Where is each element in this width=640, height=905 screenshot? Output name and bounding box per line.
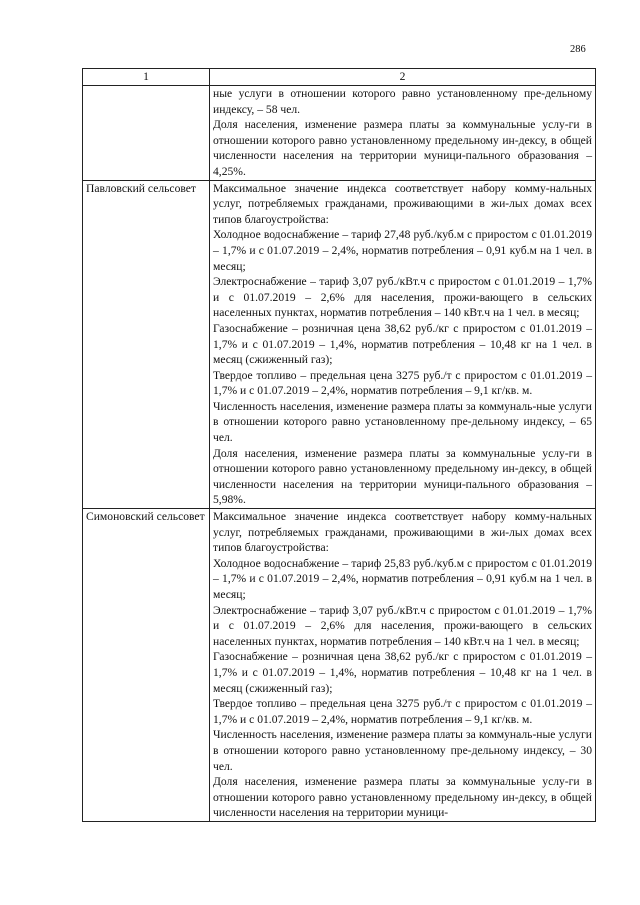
description-paragraph: Холодное водоснабжение – тариф 27,48 руб./куб.м с приростом с 01.01.2019 – 1,7% и с 01.07.2019 – 2,4%, норматив потребления – 0,91 куб.м на 1 чел. в месяц;	[213, 228, 592, 273]
description-paragraph: Доля населения, изменение размера платы за коммунальные услу-ги в отношении которого равно установленному предельному ин-дексу, в общей численности населения на территории муници-пального образования – 5,98%.	[213, 446, 592, 507]
description-paragraph: Численность населения, изменение размера платы за коммуналь-ные услуги в отношении которого равно установленному пре-дельному индексу, – 65 чел.	[213, 399, 592, 445]
description-paragraph: Газоснабжение – розничная цена 38,62 руб./кг с приростом с 01.01.2019 – 1,7% и с 01.07.2019 – 1,4%, норматив потребления – 10,48 кг на 1 чел. в месяц (сжиженный газ);	[213, 650, 592, 695]
description-paragraph: Твердое топливо – предельная цена 3275 руб./т с приростом с 01.01.2019 – 1,7% и с 01.07.2019 – 2,4%, норматив потребления – 9,1 кг/кв. м.	[213, 697, 592, 726]
description-paragraph: Холодное водоснабжение – тариф 25,83 руб./куб.м с приростом с 01.01.2019 – 1,7% и с 01.07.2019 – 2,4%, норматив потребления – 0,91 куб.м на 1 чел. в месяц;	[213, 556, 592, 601]
description-paragraph: ные услуги в отношении которого равно установленному пре-дельному индексу, – 58 чел.	[213, 87, 592, 116]
index-description	[210, 509, 596, 822]
description-paragraph: Твердое топливо – предельная цена 3275 руб./т с приростом с 01.01.2019 – 1,7% и с 01.07.2019 – 2,4%, норматив потребления – 9,1 кг/кв. м.	[213, 368, 592, 398]
description-paragraph: Численность населения, изменение размера платы за коммуналь-ные услуги в отношении которого равно установленному пре-дельному индексу, – 30 чел.	[213, 728, 592, 773]
municipality-name: Павловский сельсовет	[83, 180, 210, 508]
index-description	[210, 86, 596, 181]
description-paragraph: Газоснабжение – розничная цена 38,62 руб./кг с приростом с 01.01.2019 – 1,7% и с 01.07.2019 – 1,4%, норматив потребления – 10,48 кг на 1 чел. в месяц (сжиженный газ);	[213, 321, 592, 367]
indices-table	[82, 68, 596, 822]
page-number: 286	[570, 44, 586, 55]
table-header-row	[83, 69, 596, 86]
index-description	[210, 180, 596, 508]
description-paragraph: Доля населения, изменение размера платы за коммунальные услу-ги в отношении которого равно установленному предельному ин-дексу, в общей численности населения на территории муници-	[213, 775, 592, 820]
description-paragraph: Максимальное значение индекса соответствует набору комму-нальных услуг, потребляемых гражданами, проживающими в жи-лых домах всех типов благоустройства:	[213, 510, 592, 555]
description-paragraph: Электроснабжение – тариф 3,07 руб./кВт.ч с приростом с 01.01.2019 – 1,7% и с 01.07.2019 – 2,6% для населения, прожи-вающего в сельских населенных пунктах, норматив потребления – 140 кВт.ч на 1 чел. в месяц;	[213, 603, 592, 648]
description-paragraph: Электроснабжение – тариф 3,07 руб./кВт.ч с приростом с 01.01.2019 – 1,7% и с 01.07.2019 – 2,6% для населения, прожи-вающего в сельских населенных пунктах, норматив потребления – 140 кВт.ч на 1 чел. в месяц;	[213, 275, 592, 320]
municipality-name	[83, 86, 210, 181]
description-paragraph: Максимальное значение индекса соответствует набору комму-нальных услуг, потребляемых гражданами, проживающими в жи-лых домах всех типов благоустройства:	[213, 181, 592, 226]
description-paragraph: Доля населения, изменение размера платы за коммунальные услу-ги в отношении которого равно установленному предельному ин-дексу, в общей численности населения на территории муници-пального образования – 4,25%.	[213, 118, 592, 178]
table-row	[83, 509, 596, 822]
table-row	[83, 180, 596, 508]
header-col-1: 1	[83, 69, 210, 86]
header-col-2: 2	[210, 69, 596, 86]
table-row	[83, 86, 596, 181]
municipality-name: Симоновский сельсовет	[83, 509, 210, 822]
